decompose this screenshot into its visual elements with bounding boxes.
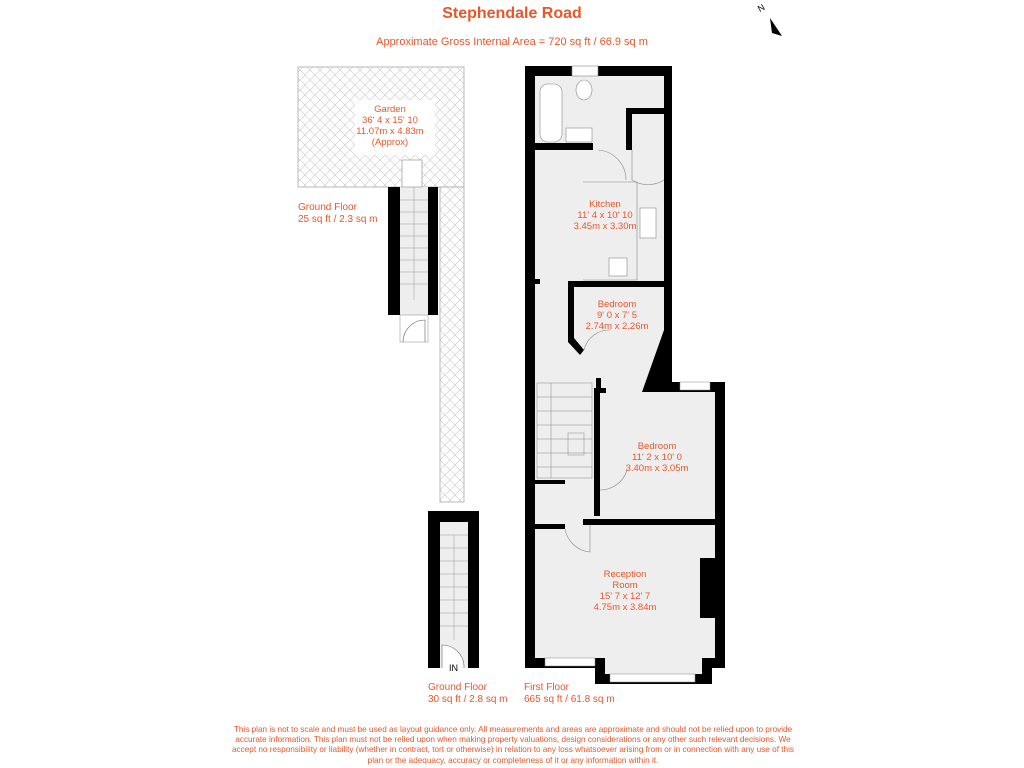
room-name: Garden <box>374 104 406 115</box>
garden-label <box>345 104 435 148</box>
floor-area: 665 sq ft / 61.8 sq m <box>524 694 615 705</box>
room-note: (Approx) <box>371 137 409 148</box>
rear-ground-stairs <box>388 160 438 342</box>
room-metric: 3.40m x 3.05m <box>625 463 689 474</box>
room-metric: 2.74m x 2.26m <box>585 321 649 332</box>
floor-name: First Floor <box>524 682 569 693</box>
room-imperial: 36' 4 x 15' 10 <box>362 115 418 126</box>
bedroom-1-label <box>572 299 662 332</box>
room-name-2: Room <box>612 580 638 591</box>
ground-floor-rear-label <box>298 202 377 226</box>
north-compass-icon <box>770 18 782 36</box>
room-name: Bedroom <box>597 299 637 310</box>
bedroom-2-label <box>612 441 702 474</box>
front-ground-stairs <box>428 511 479 668</box>
kitchen-label <box>560 199 650 232</box>
ground-floor-front-label <box>428 682 507 706</box>
room-metric: 3.45m x 3.30m <box>573 221 637 232</box>
floor-area: 30 sq ft / 2.8 sq m <box>428 694 508 705</box>
first-floor-label <box>524 682 615 706</box>
room-name: Bedroom <box>637 441 677 452</box>
reception-label <box>580 569 670 613</box>
room-imperial: 15' 7 x 12' 7 <box>599 591 651 602</box>
compass-letter: N <box>755 2 767 14</box>
room-name: Reception <box>603 569 647 580</box>
room-imperial: 11' 4 x 10' 10 <box>577 210 633 221</box>
entrance-marker: IN <box>449 663 458 673</box>
room-imperial: 9' 0 x 7' 5 <box>596 310 638 321</box>
disclaimer: This plan is not to scale and must be used as layout guidance only. All measurements and areas are approximate and should not be relied upon to provide accurate information. This plan must not be relied upon when making property valuations, design considerations or any other such relevant decisions. We accept no responsibility or liability (whether in contract, tort or otherwise) in relation to any loss whatsoever arising from or in connection with any use of this plan or the adequacy, accuracy or completeness of it or any information within it. <box>231 725 794 765</box>
floor-area: 25 sq ft / 2.3 sq m <box>298 214 378 225</box>
room-metric: 4.75m x 3.84m <box>593 602 657 613</box>
room-metric: 11.07m x 4.83m <box>356 126 424 137</box>
gross-area: Approximate Gross Internal Area = 720 sq ft / 66.9 sq m <box>376 36 648 48</box>
room-imperial: 11' 2 x 10' 0 <box>632 452 682 463</box>
plan-title: Stephendale Road <box>442 5 582 22</box>
room-name: Kitchen <box>589 199 621 210</box>
floor-name: Ground Floor <box>428 682 487 693</box>
floor-name: Ground Floor <box>298 202 357 213</box>
